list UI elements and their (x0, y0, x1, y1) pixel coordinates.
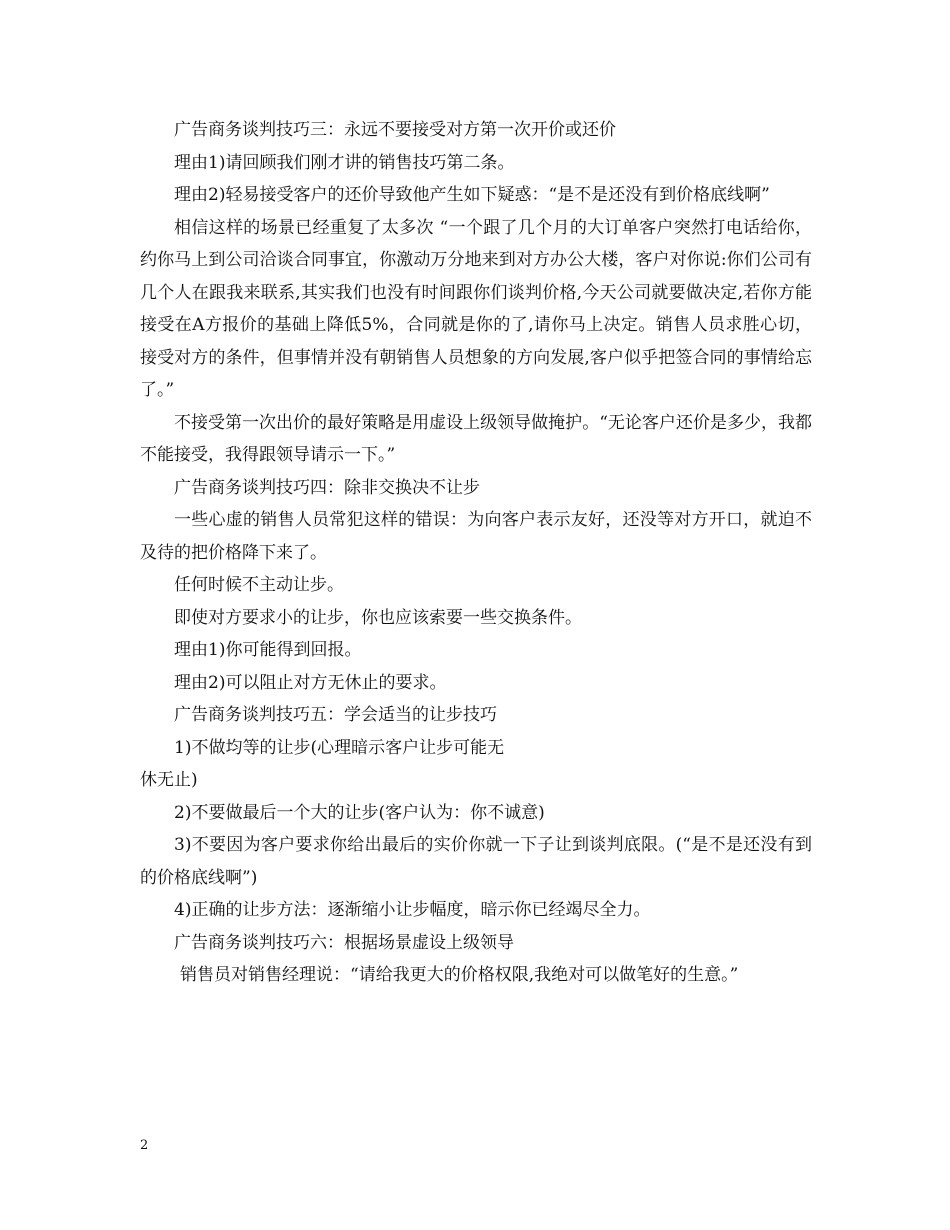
paragraph-exchange-conditions: 即使对方要求小的让步，你也应该索要一些交换条件。 (174, 607, 582, 628)
paragraph-concession-1-continued: 休无止) (140, 770, 198, 790)
paragraph-common-mistake: 一些心虚的销售人员常犯这样的错误：为向客户表示友好，还没等对方开口，就迫不及待的把价格降下来了。 (140, 510, 812, 563)
paragraph-tip4-reason-2: 理由2)可以阻止对方无休止的要求。 (174, 672, 447, 693)
paragraph-concession-2: 2)不要做最后一个大的让步(客户认为：你不诚意) (174, 802, 545, 823)
paragraph-scenario: 相信这样的场景已经重复了太多次 “一个跟了几个月的大订单客户突然打电话给你，约你马上到公司洽谈合同事宜，你激动万分地来到对方办公大楼，客户对你说:你们公司有几个人在跟我来联系,其实我们也没有时间跟你们谈判价格,今天公司就要做决定,若你方能接受在A方报价的基础上降低5%，合同就是你的了,请你马上决定。销售人员求胜心切，接受对方的条件，但事情并没有朝销售人员想象的方向发展,客户似乎把签合同的事情给忘了。” (140, 217, 812, 400)
paragraph-concession-4: 4)正确的让步方法：逐渐缩小让步幅度，暗示你已经竭尽全力。 (174, 900, 651, 920)
paragraph-sales-dialogue: 销售员对销售经理说：“请给我更大的价格权限,我绝对可以做笔好的生意。” (180, 965, 739, 985)
paragraph-heading-tip-5: 广告商务谈判技巧五：学会适当的让步技巧 (174, 705, 497, 725)
paragraph-heading-tip-4: 广告商务谈判技巧四：除非交换决不让步 (174, 477, 480, 498)
paragraph-reason-2: 理由2)轻易接受客户的还价导致他产生如下疑惑：“是不是还没有到价格底线啊” (174, 185, 770, 205)
paragraph-concession-1: 1)不做均等的让步(心理暗示客户让步可能无 (174, 737, 505, 758)
page-number: 2 (140, 1138, 149, 1153)
paragraph-strategy: 不接受第一次出价的最好策略是用虚设上级领导做掩护。“无论客户还价是多少，我都不能接受，我得跟领导请示一下。” (140, 412, 812, 465)
paragraph-tip4-reason-1: 理由1)你可能得到回报。 (174, 640, 362, 660)
paragraph-reason-1: 理由1)请回顾我们刚才讲的销售技巧第二条。 (174, 152, 515, 173)
paragraph-concession-3: 3)不要因为客户要求你给出最后的实价你就一下子让到谈判底限。(“是不是还没有到的价格底线啊”) (140, 835, 812, 888)
paragraph-heading-tip-3: 广告商务谈判技巧三：永远不要接受对方第一次开价或还价 (174, 120, 616, 140)
paragraph-no-initiative: 任何时候不主动让步。 (174, 575, 344, 595)
paragraph-heading-tip-6: 广告商务谈判技巧六：根据场景虚设上级领导 (174, 932, 514, 953)
document-body (140, 114, 812, 992)
